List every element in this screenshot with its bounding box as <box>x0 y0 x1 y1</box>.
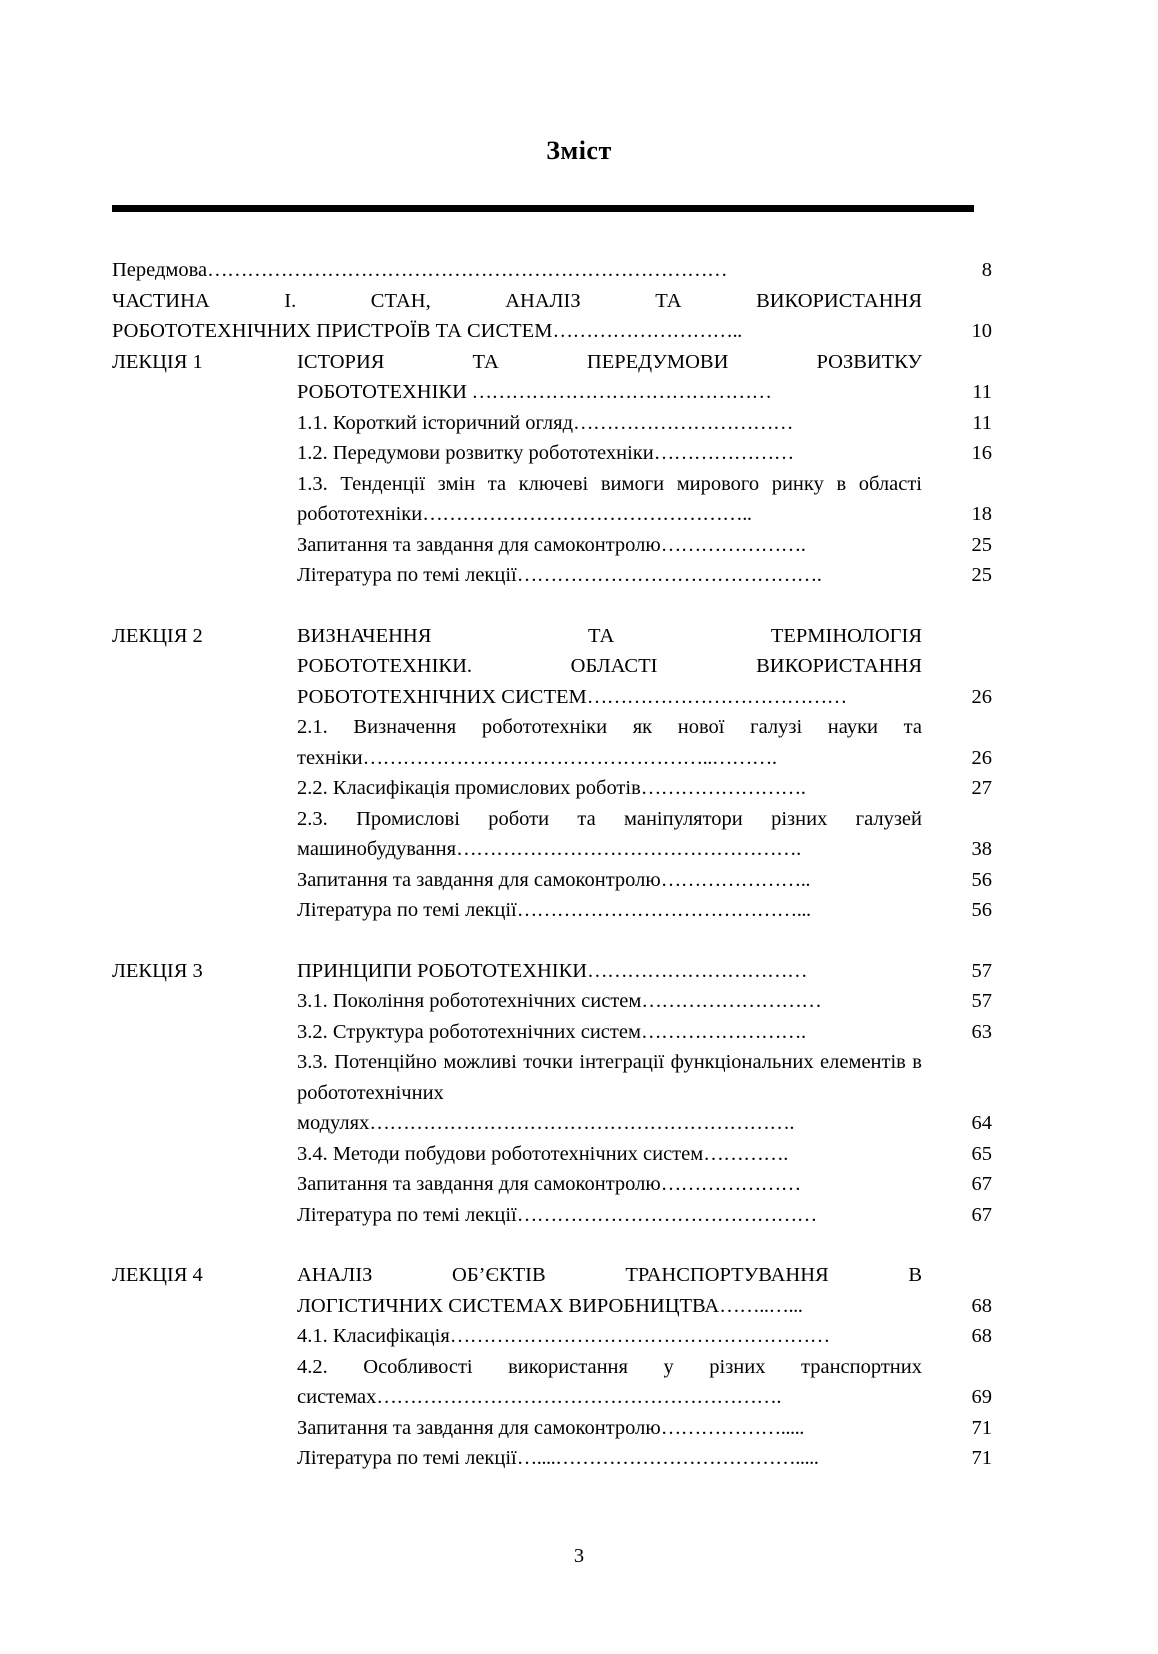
toc-page-number: 67 <box>971 1203 992 1226</box>
toc-leader-dots: …....………………………………..... <box>516 1447 819 1469</box>
toc-page-number: 64 <box>971 1112 992 1134</box>
toc-item-label: 2.3. Промислові роботи та маніпулятори різних галузей машинобудування <box>297 807 922 860</box>
toc-entry-text <box>297 986 922 1017</box>
toc-leader-dots: ………………………………… <box>586 685 847 708</box>
toc-item-label: 3.1. Покоління робототехнічних систем <box>297 990 642 1012</box>
lecture-title-line-2: РОБОТОТЕХНІКИ <box>297 381 467 403</box>
toc-item-label: 1.2. Передумови розвитку робототехніки <box>297 442 654 464</box>
toc-page-number: 11 <box>972 381 992 403</box>
toc-entry-text <box>297 1047 922 1139</box>
toc-part-line-2: РОБОТОТЕХНІЧНИХ ПРИСТРОЇВ ТА СИСТЕМ <box>112 320 553 342</box>
toc-entry-text <box>297 1200 922 1231</box>
toc-leader-dots: ……………………………………... <box>516 899 811 921</box>
lecture-title-line-1: ІСТОРИЯ ТА ПЕРЕДУМОВИ РОЗВИТКУ <box>297 350 922 373</box>
toc-leader-dots: …………………. <box>660 533 806 556</box>
toc-lecture-3 <box>112 956 992 1231</box>
toc-entry-text <box>297 1321 922 1352</box>
toc-page-number: 63 <box>971 1020 992 1043</box>
toc-item-label: 1.1. Короткий історичний огляд <box>297 411 573 434</box>
toc-page-number: 68 <box>971 1325 992 1347</box>
toc-part-line-1: ЧАСТИНА I. СТАН, АНАЛІЗ ТА ВИКОРИСТАННЯ <box>112 289 922 312</box>
toc-entry-text <box>297 1139 922 1170</box>
toc-leader-dots: ………………….. <box>660 868 810 891</box>
toc-entry-text <box>297 408 922 439</box>
toc-page-number: 71 <box>971 1416 992 1439</box>
toc-entry-text <box>297 1352 922 1413</box>
toc-leader-dots: ……………………. <box>640 777 806 799</box>
toc-page-number: 56 <box>971 899 992 921</box>
toc-page-number: 57 <box>971 990 992 1012</box>
toc-leader-dots: …………………………………………………………………… <box>207 259 728 281</box>
lecture-title-line-1: АНАЛІЗ ОБ’ЄКТІВ ТРАНСПОРТУВАННЯ В <box>297 1264 922 1286</box>
toc-entry-text <box>297 1443 922 1474</box>
lecture-title-line-3: РОБОТОТЕХНІЧНИХ СИСТЕМ <box>297 685 587 708</box>
toc-entry-text <box>297 347 922 408</box>
toc-item-label: 4.1. Класифікація <box>297 1325 450 1347</box>
toc-item-label: Література по темі лекції <box>297 1203 517 1226</box>
toc-page-number: 65 <box>971 1142 992 1165</box>
toc-entry-text <box>297 712 922 773</box>
toc-page-number: 16 <box>971 442 992 464</box>
toc-page-number: 69 <box>971 1386 992 1408</box>
toc-leader-dots: …………………………… <box>573 411 793 434</box>
toc-page-number: 10 <box>971 320 992 342</box>
toc-page-number: 25 <box>971 564 992 586</box>
toc-leader-dots: ……………………………………………..………. <box>362 746 777 769</box>
toc-page-number: 26 <box>971 746 992 769</box>
toc-item-label: 4.2. Особливості використання у різних транспортних системах <box>297 1355 922 1408</box>
toc-item-label: 2.1. Визначення робототехніки як нової галузі науки та техніки <box>297 716 922 769</box>
toc-leader-dots: ……………………………………………. <box>456 838 801 860</box>
toc-item-label: Запитання та завдання для самоконтролю <box>297 1173 661 1195</box>
toc-item-label: Запитання та завдання для самоконтролю <box>297 533 661 556</box>
toc-item-label: 3.4. Методи побудови робототехнічних систем <box>297 1142 704 1165</box>
title-divider <box>112 205 974 212</box>
toc-leader-dots: ………………… <box>653 442 794 464</box>
toc-lecture-1 <box>112 347 992 591</box>
toc-entry-text <box>112 255 922 286</box>
toc-entry-text <box>297 1017 922 1048</box>
lecture-title-line-1: ВИЗНАЧЕННЯ ТА ТЕРМІНОЛОГІЯ <box>297 624 922 647</box>
toc-leader-dots: …………. <box>703 1142 788 1165</box>
toc-leader-dots: ………………………………………….. <box>422 503 752 525</box>
toc-leader-dots: ……………………… <box>641 990 822 1012</box>
toc-item-label: Література по темі лекції <box>297 564 517 586</box>
lecture-title-line-1: ПРИНЦИПИ РОБОТОТЕХНІКИ <box>297 959 588 982</box>
toc-entry-text <box>297 895 922 926</box>
toc-item-label: Запитання та завдання для самоконтролю <box>297 1416 661 1439</box>
toc-entry-preface <box>112 255 992 286</box>
toc-entry-text <box>297 621 922 713</box>
toc-leader-dots: ………………………………………………………. <box>369 1112 794 1134</box>
toc-page-number: 26 <box>971 685 992 708</box>
toc-entry-text <box>112 286 922 347</box>
page-folio: 3 <box>573 1545 585 1567</box>
lecture-label: ЛЕКЦІЯ 2 <box>112 624 203 647</box>
toc-lecture-2 <box>112 621 992 926</box>
toc-entry-text <box>297 530 922 561</box>
toc-leader-dots: ………………… <box>660 1173 801 1195</box>
toc-leader-dots: ……………………………………… <box>516 1203 817 1226</box>
toc-page-number: 56 <box>971 868 992 891</box>
toc-page-number: 71 <box>971 1447 992 1469</box>
toc-item-label: 3.3. Потенційно можливі точки інтеграції функціональних елементів в робототехнічних модулях <box>297 1051 922 1134</box>
toc-page-number: 25 <box>971 533 992 556</box>
toc-entry-text <box>297 1260 922 1321</box>
table-of-contents <box>112 255 992 1474</box>
lecture-title-line-2: РОБОТОТЕХНІКИ. ОБЛАСТІ ВИКОРИСТАННЯ <box>297 655 922 677</box>
toc-entry-text <box>297 1413 922 1444</box>
toc-entry-text <box>297 865 922 896</box>
lecture-label: ЛЕКЦІЯ 3 <box>112 959 203 982</box>
toc-entry-part-1 <box>112 286 992 347</box>
toc-page-number: 57 <box>971 959 992 982</box>
toc-leader-dots: ………………..... <box>660 1416 804 1439</box>
lecture-label: ЛЕКЦІЯ 1 <box>112 350 203 373</box>
toc-entry-text <box>297 956 922 987</box>
toc-page-number: 18 <box>971 503 992 525</box>
toc-page-number: 8 <box>981 259 992 281</box>
page-title: Зміст <box>546 136 612 165</box>
toc-entry-label: Передмова <box>112 259 208 281</box>
toc-item-label: 3.2. Структура робототехнічних систем <box>297 1020 641 1043</box>
toc-page-number: 27 <box>971 777 992 799</box>
toc-entry-text <box>297 1169 922 1200</box>
lecture-label: ЛЕКЦІЯ 4 <box>112 1264 203 1286</box>
toc-leader-dots: …………………………… <box>587 959 808 982</box>
toc-page-number: 38 <box>971 838 992 860</box>
toc-entry-text <box>297 438 922 469</box>
toc-leader-dots: ……..…... <box>719 1294 803 1317</box>
lecture-title-line-2: ЛОГІСТИЧНИХ СИСТЕМАХ ВИРОБНИЦТВА <box>297 1294 720 1317</box>
toc-leader-dots: ……………………………………………………. <box>376 1386 782 1408</box>
toc-entry-text <box>297 469 922 530</box>
toc-leader-dots: ……………………….. <box>552 320 742 342</box>
toc-item-label: 2.2. Класифікація промислових роботів <box>297 777 641 799</box>
toc-page-number: 67 <box>971 1173 992 1195</box>
toc-item-label: Література по темі лекції <box>297 899 517 921</box>
toc-leader-dots: ……………………. <box>640 1020 806 1043</box>
toc-leader-dots: ………………………………………………… <box>449 1325 830 1347</box>
toc-entry-text <box>297 773 922 804</box>
toc-item-label: 1.3. Тенденції змін та ключеві вимоги мирового ринку в області робототехніки <box>297 472 922 525</box>
toc-lecture-4 <box>112 1260 992 1474</box>
toc-page-number: 11 <box>972 411 992 434</box>
toc-item-label: Література по темі лекції <box>297 1447 517 1469</box>
toc-item-label: Запитання та завдання для самоконтролю <box>297 868 661 891</box>
toc-entry-text <box>297 560 922 591</box>
toc-leader-dots: ………………………………………. <box>516 564 822 586</box>
toc-leader-dots: ……………………………………… <box>466 381 772 403</box>
toc-page-number: 68 <box>971 1294 992 1317</box>
toc-entry-text <box>297 804 922 865</box>
